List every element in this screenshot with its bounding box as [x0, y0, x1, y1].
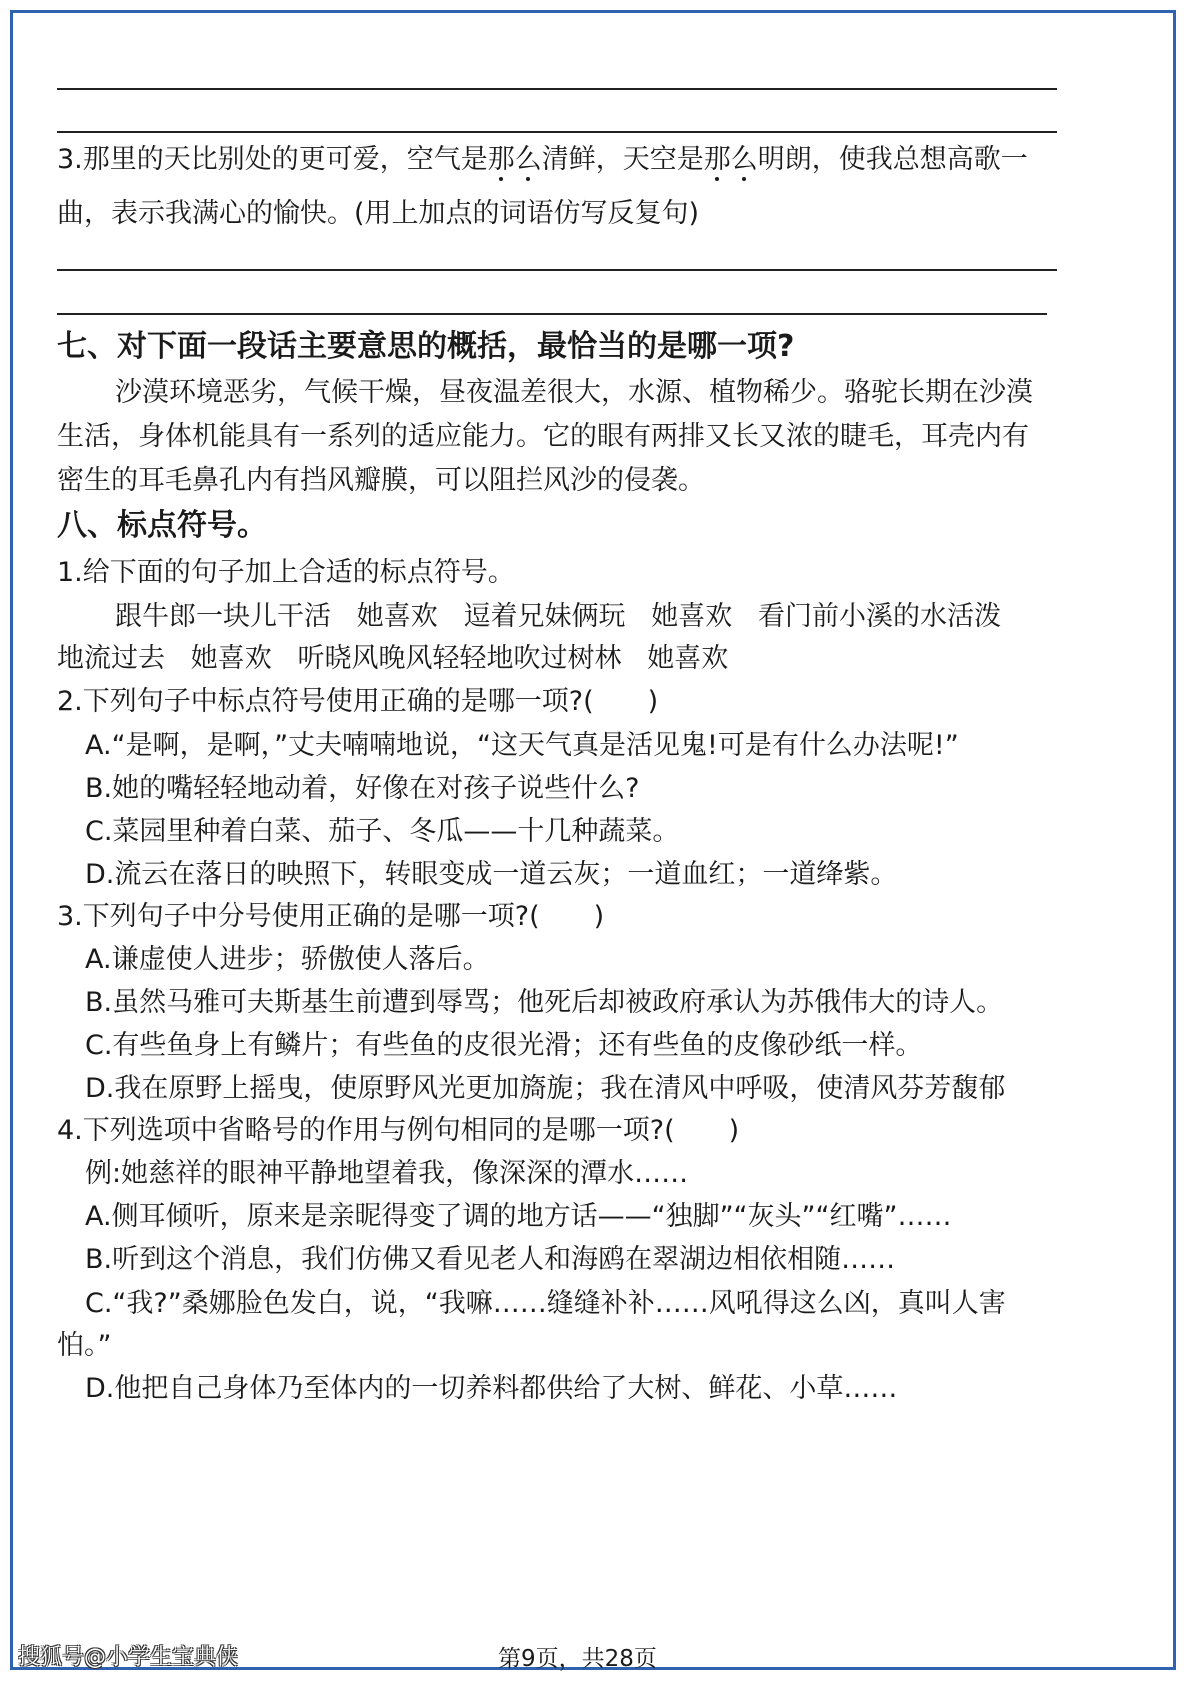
q3-option-c: C.有些鱼身上有鳞片；有些鱼的皮很光滑；还有些鱼的皮像砂纸一样。: [85, 1030, 923, 1061]
section7-para-line: 沙漠环境恶劣，气候干燥，昼夜温差很大，水源、植物稀少。骆驼长期在沙漠: [115, 377, 1033, 408]
q3-option-a: A.谦虚使人进步；骄傲使人落后。: [85, 944, 490, 975]
section7-para-line: 生活，身体机能具有一系列的适应能力。它的眼有两排又长又浓的睫毛，耳壳内有: [57, 421, 1029, 452]
q4-option-a: A.侧耳倾听，原来是亲昵得变了调的地方话——“独脚”“灰头”“红嘴”……: [85, 1201, 952, 1232]
answer-line: [57, 313, 1047, 315]
dotted-char: 么: [730, 144, 758, 175]
answer-line: [57, 131, 1057, 133]
q4-example: 例:她慈祥的眼神平静地望着我，像深深的潭水……: [85, 1158, 689, 1189]
q2-prompt: 2.下列句子中标点符号使用正确的是哪一项?( ): [57, 686, 659, 717]
q2-option-c: C.菜园里种着白菜、茄子、冬瓜——十几种蔬菜。: [85, 816, 680, 847]
answer-line: [57, 269, 1057, 271]
page-number: 第9页，共28页: [498, 1646, 657, 1672]
q4-option-b: B.听到这个消息，我们仿佛又看见老人和海鸥在翠湖边相依相随……: [85, 1244, 896, 1275]
q4-option-d: D.他把自己身体乃至体内的一切养料都供给了大树、鲜花、小草……: [85, 1373, 898, 1404]
q2-option-b: B.她的嘴轻轻地动着，好像在对孩子说些什么?: [85, 773, 640, 804]
q1-prompt: 1.给下面的句子加上合适的标点符号。: [57, 557, 515, 588]
q3-option-b: B.虽然马雅可夫斯基生前遭到辱骂；他死后却被政府承认为苏俄伟大的诗人。: [85, 987, 1004, 1018]
dotted-char: 么: [514, 144, 542, 175]
section8-heading: 八、标点符号。: [57, 508, 267, 543]
q4-option-c-cont: 怕。”: [57, 1330, 112, 1361]
answer-line: [57, 88, 1057, 90]
dotted-char: 那: [487, 144, 515, 175]
q2-option-a: A.“是啊，是啊，”丈夫喃喃地说，“这天气真是活见鬼!可是有什么办法呢!”: [85, 730, 959, 761]
q3-option-d: D.我在原野上摇曳，使原野风光更加旖旎；我在清风中呼吸，使清风芬芳馥郁: [85, 1073, 1006, 1104]
q1-sentence-line: 地流过去 她喜欢 听晓风晚风轻轻地吹过树林 她喜欢: [57, 643, 729, 674]
q1-sentence-line: 跟牛郎一块儿干活 她喜欢 逗着兄妹俩玩 她喜欢 看门前小溪的水活泼: [115, 601, 1001, 632]
q3-prompt: 3.下列句子中分号使用正确的是哪一项?( ): [57, 901, 605, 932]
section7-para-line: 密生的耳毛鼻孔内有挡风瓣膜，可以阻拦风沙的侵袭。: [57, 465, 705, 496]
dotted-char: 那: [703, 144, 731, 175]
q2-option-d: D.流云在落日的映照下，转眼变成一道云灰；一道血红；一道绛紫。: [85, 859, 898, 890]
q3-rewrite-line1: 3.那里的天比别处的更可爱，空气是那么清鲜，天空是那么明朗，使我总想高歌一: [57, 144, 1028, 175]
watermark: 搜狐号@小学生宝典侠: [18, 1645, 239, 1670]
q4-option-c: C.“我?”桑娜脸色发白，说，“我嘛……缝缝补补……风吼得这么凶，真叫人害: [85, 1288, 1006, 1319]
q3-rewrite-line2: 曲，表示我满心的愉快。(用上加点的词语仿写反复句): [57, 198, 700, 229]
section7-heading: 七、对下面一段话主要意思的概括，最恰当的是哪一项?: [57, 329, 795, 364]
q4-prompt: 4.下列选项中省略号的作用与例句相同的是哪一项?( ): [57, 1115, 740, 1146]
